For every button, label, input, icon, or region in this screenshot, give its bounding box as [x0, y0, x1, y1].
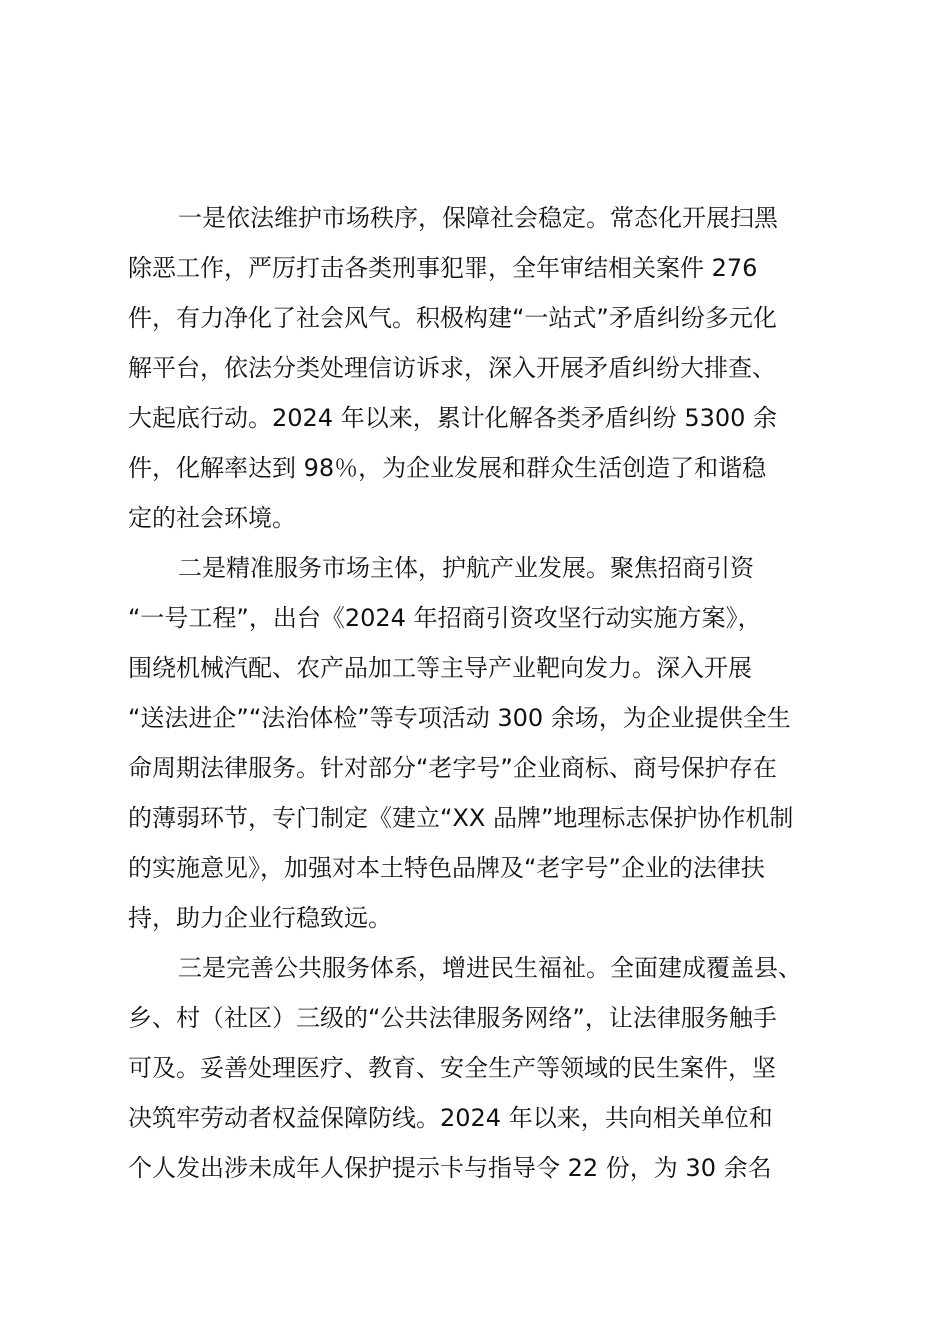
text-line: 除恶工作，严厉打击各类刑事犯罪，全年审结相关案件 276 [128, 254, 758, 282]
text-line: 件，有力净化了社会风气。积极构建“一站式”矛盾纠纷多元化 [128, 304, 777, 332]
text-line: 的薄弱环节，专门制定《建立“XX 品牌”地理标志保护协作机制 [128, 804, 794, 832]
text-line: 大起底行动。2024 年以来，累计化解各类矛盾纠纷 5300 余 [128, 404, 778, 432]
paragraph-public-services [128, 943, 848, 1193]
paragraph-market-entities [128, 543, 848, 943]
text-line: 决筑牢劳动者权益保障防线。2024 年以来，共向相关单位和 [128, 1104, 773, 1132]
text-line: 定的社会环境。 [128, 504, 296, 532]
text-line: 个人发出涉未成年人保护提示卡与指导令 22 份，为 30 余名 [128, 1154, 772, 1182]
text-line: 持，助力企业行稳致远。 [128, 904, 392, 932]
text-line: “一号工程”，出台《2024 年招商引资攻坚行动实施方案》， [128, 604, 762, 632]
text-line: 可及。妥善处理医疗、教育、安全生产等领域的民生案件，坚 [128, 1054, 776, 1082]
text-line: 一是依法维护市场秩序，保障社会稳定。常态化开展扫黑 [178, 204, 778, 232]
text-line: 三是完善公共服务体系，增进民生福祉。全面建成覆盖县、 [178, 954, 802, 982]
text-line: 件，化解率达到 98％，为企业发展和群众生活创造了和谐稳 [128, 454, 767, 482]
document-body [128, 193, 848, 1193]
text-line: 二是精准服务市场主体，护航产业发展。聚焦招商引资 [178, 554, 754, 582]
text-line: 围绕机械汽配、农产品加工等主导产业靶向发力。深入开展 [128, 654, 752, 682]
text-line: 命周期法律服务。针对部分“老字号”企业商标、商号保护存在 [128, 754, 777, 782]
text-line: 解平台，依法分类处理信访诉求，深入开展矛盾纠纷大排查、 [128, 354, 776, 382]
paragraph-market-order [128, 193, 848, 543]
text-line: “送法进企”“法治体检”等专项活动 300 余场，为企业提供全生 [128, 704, 791, 732]
text-line: 乡、村（社区）三级的“公共法律服务网络”，让法律服务触手 [128, 1004, 777, 1032]
text-line: 的实施意见》，加强对本土特色品牌及“老字号”企业的法律扶 [128, 854, 765, 882]
